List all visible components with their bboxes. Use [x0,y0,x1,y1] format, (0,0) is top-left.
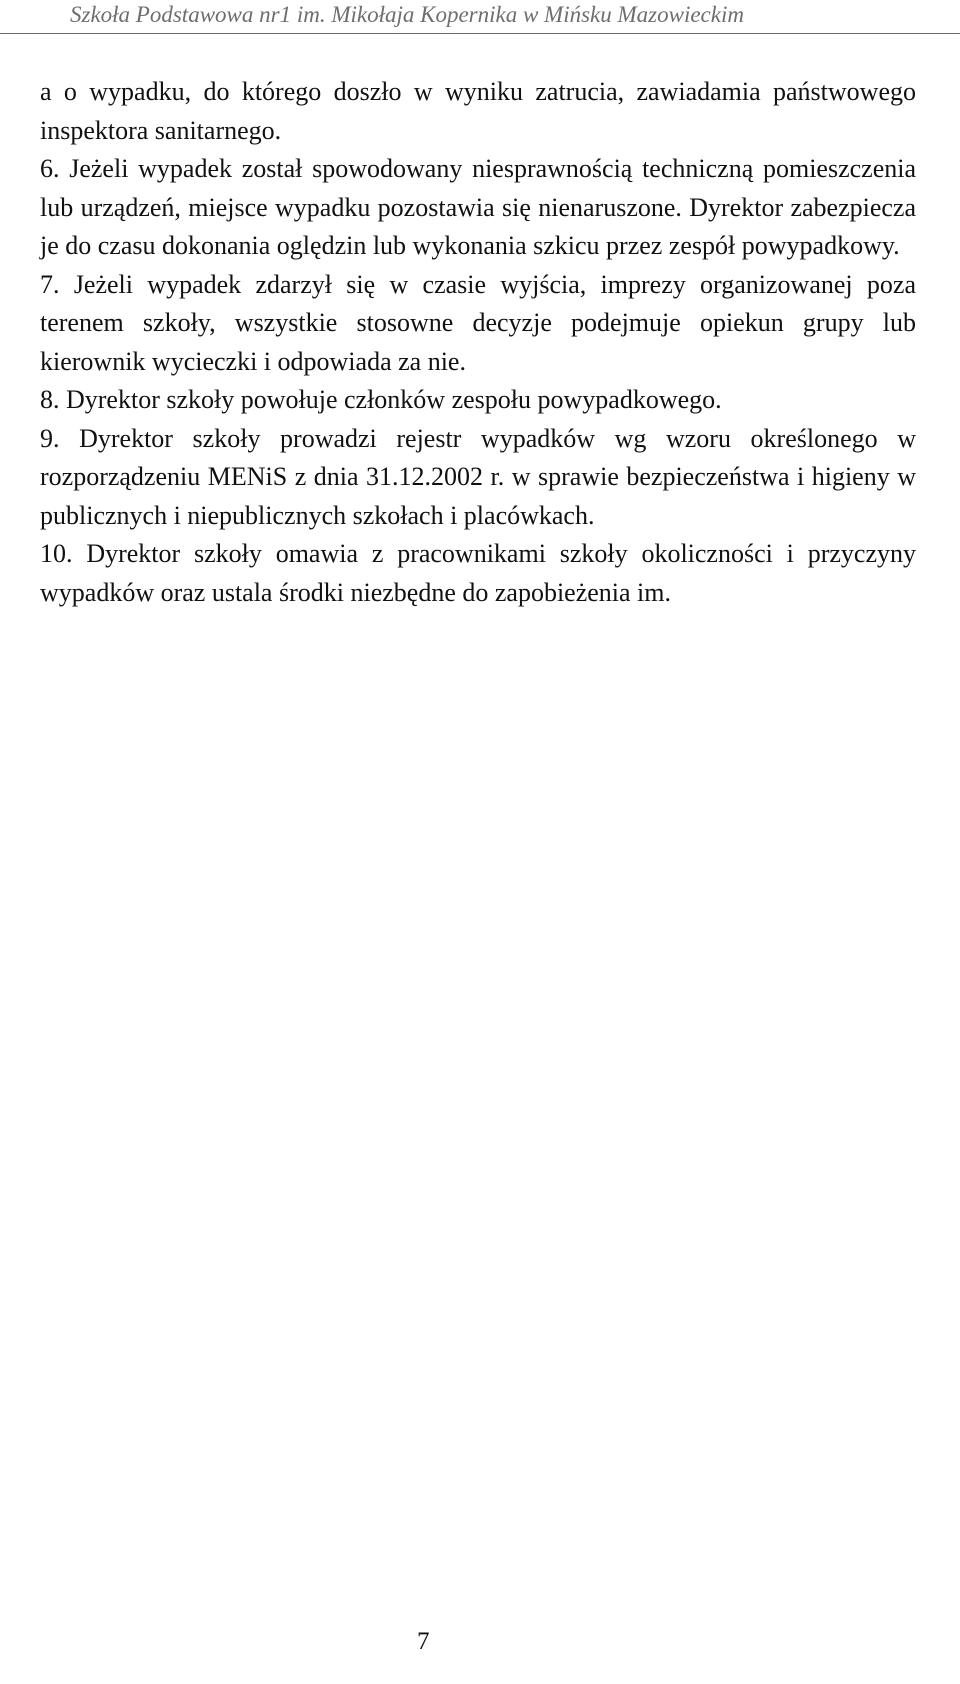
list-item-10 [40,535,916,612]
list-item-text: Jeżeli wypadek zdarzył się w czasie wyjścia, imprezy organizowanej poza terenem szkoły, wszystkie stosowne decyzje podejmuje opiekun grupy lub kierownik wycieczki i odpowiada za nie. [40,269,917,376]
list-item-number: 9. [40,423,60,453]
page-number: 7 [417,1628,430,1655]
list-item-6 [40,150,916,266]
list-item-number: 7. [40,269,60,299]
list-item-8 [40,381,916,420]
list-item-text: Jeżeli wypadek został spowodowany niesprawnością techniczną pomieszczenia lub urządzeń, miejsce wypadku pozostawia się nienaruszone. Dyrektor zabezpiecza je do czasu dokonania oględzin lub wykonania szkicu przez zespół powypadkowy. [40,154,916,260]
intro-paragraph: a o wypadku, do którego doszło w wyniku zatrucia, zawiadamia państwowego inspektora sanitarnego. [40,77,916,145]
document-body [40,73,916,612]
page-header [0,0,960,34]
list-item-7 [40,266,916,382]
list-item-text: Dyrektor szkoły powołuje członków zespołu powypadkowego. [66,385,722,414]
list-item-number: 10. [40,539,73,568]
list-item-number: 6. [40,154,60,183]
list-item-text: Dyrektor szkoły omawia z pracownikami szkoły okoliczności i przyczyny wypadków oraz ustala środki niezbędne do zapobieżenia im. [40,539,916,607]
list-item-number: 8. [40,385,60,414]
list-item-9 [40,420,916,536]
header-school-name: Szkoła Podstawowa nr1 im. Mikołaja Kopernika w Mińsku Mazowieckim [70,2,744,27]
list-item-text: Dyrektor szkoły prowadzi rejestr wypadków wg wzoru określonego w rozporządzeniu MENiS z dnia 31.12.2002 r. w sprawie bezpieczeństwa i higieny w publicznych i niepublicznych szkołach i placówkach. [40,423,917,530]
